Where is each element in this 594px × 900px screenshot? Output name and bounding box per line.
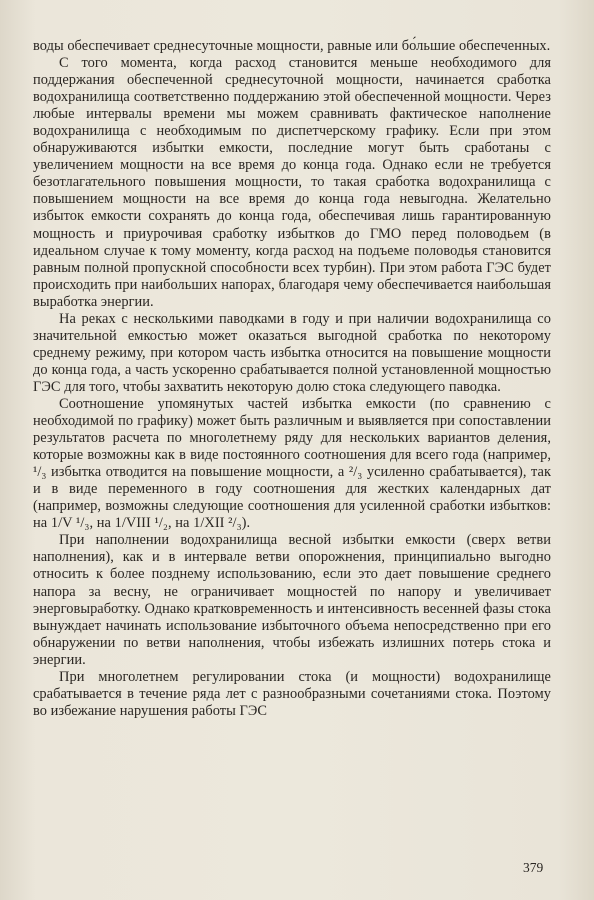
paragraph: На реках с несколькими паводками в году и при наличии водохранилища со значительной емкостью может оказаться выгодной сработка по некоторому среднему режиму, при котором часть избытка относится на повышение мощности до конца года, а часть ускоренно срабатывается полной установленной мощностью ГЭС для того, чтобы захватить некоторую долю стока следующего паводка. bbox=[33, 310, 551, 395]
paragraph: С того момента, когда расход становится меньше необходимого для поддержания обеспеченной среднесуточной мощности, начинается сработка водохранилища соответственно поддержанию этой обеспеченной мощности. Через любые интервалы времени мы можем сравнивать фактическое наполнение водохранилища с необходимым по диспетчерскому графику. Если при этом обнаруживаются избытки емкости, последние могут быть сработаны с увеличением мощности на все время до конца года. Однако если не требуется безотлагательного повышения мощности, то такая сработка водохранилища с повышением мощности на все время до конца года невыгодна. Желательно избыток емкости сохранять до конца года, обеспечивая лишь гарантированную мощность и приурочивая сработку избытков до ГМО перед половодьем (в идеальном случае к тому моменту, когда расход на подъеме половодья становится равным полной пропускной способности всех турбин). При этом работа ГЭС будет происходить при наибольших напорах, благодаря чему обеспечивается наибольшая выработка энергии. bbox=[33, 55, 551, 310]
page-number: 379 bbox=[523, 860, 544, 875]
paragraph: Соотношение упомянутых частей избытка емкости (по сравнению с необходимой по графику) может быть различным и выявляется при сопоставлении результатов расчета по многолетнему ряду для нескольких вариантов деления, которые возможны как в виде постоянного соотношения для всего года (например, ¹/₃ избытка отводится на повышение мощности, а ²/₃ усиленно срабатывается), так и в виде переменного в году соотношения для жестких календарных дат (например, возможны следующие соотношения для усиленной сработки избытков: на 1/V ¹/₃, на 1/VIII ¹/₂, на 1/XII ²/₃). bbox=[33, 395, 551, 532]
body-text bbox=[33, 38, 551, 720]
paragraph: При многолетнем регулировании стока (и мощности) водохранилище срабатывается в течение ряда лет с разнообразными сочетаниями стока. Поэтому во избежание нарушения работы ГЭС bbox=[33, 668, 551, 719]
paragraph: При наполнении водохранилища весной избытки емкости (сверх ветви наполнения), как и в интервале ветви опорожнения, принципиально выгодно относить к более позднему использованию, если это дает повышение среднего напора за весну, не ограничивает мощностей по напору и увеличивает энерговыработку. Однако кратковременность и интенсивность весенней фазы стока вынуждает начинать использование избыточного объема непосредственно при его обнаружении по ветви наполнения, чтобы избежать излишних потерь стока и энергии. bbox=[33, 532, 551, 668]
paragraph-continuation: воды обеспечивает среднесуточные мощности, равные или бо́льшие обеспеченных. bbox=[33, 38, 551, 54]
